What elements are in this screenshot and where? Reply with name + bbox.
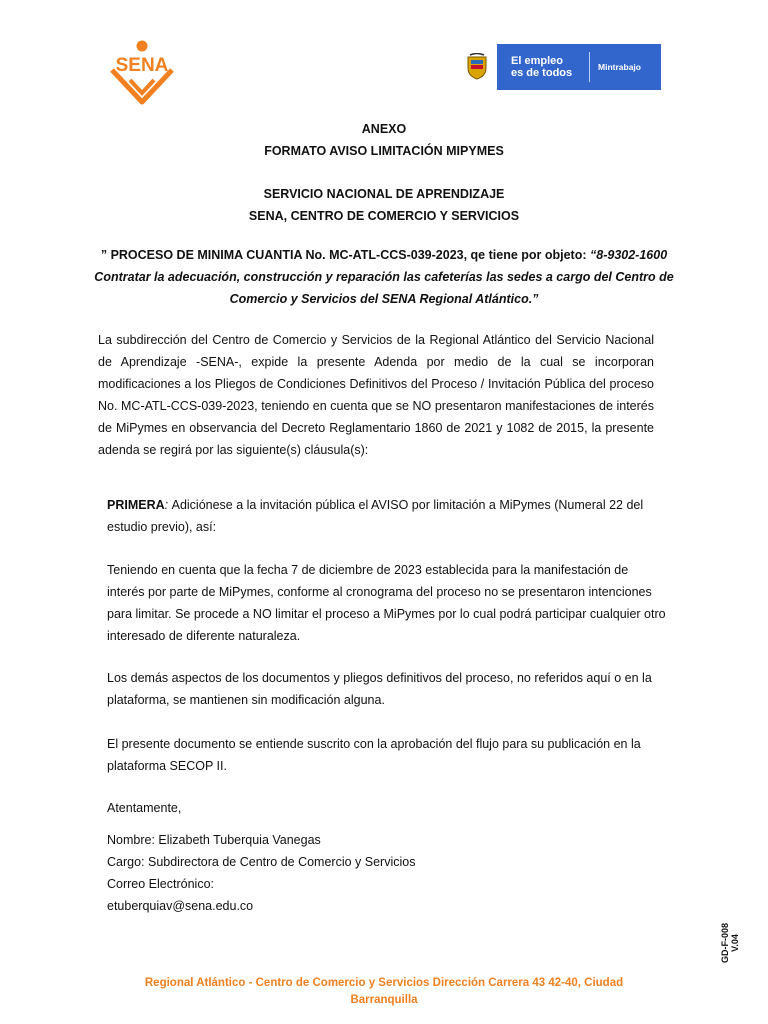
document-code: GD-F-008 V.04 <box>720 923 740 964</box>
gov-divider <box>589 52 590 82</box>
title-format: FORMATO AVISO LIMITACIÓN MIPYMES <box>264 144 504 158</box>
limitation-paragraph: Teniendo en cuenta que la fecha 7 de diciembre de 2023 establecida para la manifestación de interés por parte de MiPymes, conforme al cronograma del proceso no se presentaron intenciones para limitar. Se procede a NO limitar el proceso a MiPymes por lo cual podrá participar cualquier otro interesado de diferente naturaleza. <box>107 563 666 643</box>
signer-email: etuberquiav@sena.edu.co <box>107 899 254 913</box>
process-object: “8-9302-1600 Contratar la adecuación, construcción y reparación las cafeterías las sedes a cargo del Centro de Comercio y Servicios del SENA Regional Atlántico.” <box>94 248 674 306</box>
coat-of-arms-icon <box>457 44 497 90</box>
gov-slogan-line2: es de todos <box>511 67 573 79</box>
signer-role: Cargo: Subdirectora de Centro de Comercio y Servicios <box>107 855 416 869</box>
sena-logo <box>104 40 180 106</box>
gov-logo <box>457 44 661 90</box>
approval-paragraph: El presente documento se entiende suscrito con la aprobación del flujo para su publicación en la plataforma SECOP II. <box>107 737 641 773</box>
process-intro: ” PROCESO DE MINIMA CUANTIA No. MC-ATL-CCS-039-2023, qe tiene por objeto: <box>100 248 590 262</box>
other-aspects-paragraph: Los demás aspectos de los documentos y pliegos definitivos del proceso, no referidos aquí o en la plataforma, se mantienen sin modificación alguna. <box>107 671 652 707</box>
ministry-label: Mintrabajo <box>598 62 641 72</box>
sena-logo-text: SENA <box>115 55 169 76</box>
gov-slogan-line1: El empleo <box>511 55 563 67</box>
sena-logo-icon <box>104 40 180 106</box>
email-label: Correo Electrónico: <box>107 877 214 891</box>
clause-separator: : <box>164 498 172 512</box>
document-title <box>90 118 678 162</box>
process-description <box>92 244 676 310</box>
title-annex: ANEXO <box>361 122 407 136</box>
entity-center: SENA, CENTRO DE COMERCIO Y SERVICIOS <box>248 209 520 223</box>
clause-label: PRIMERA <box>107 498 165 512</box>
clause-paragraph <box>107 494 667 538</box>
clause-text: Adiciónese a la invitación pública el AVISO por limitación a MiPymes (Numeral 22 del estudio previo), así: <box>107 498 644 534</box>
entity-name: SERVICIO NACIONAL DE APRENDIZAJE <box>263 187 505 201</box>
intro-paragraph: La subdirección del Centro de Comercio y Servicios de la Regional Atlántico del Servicio Nacional de Aprendizaje -SENA-, expide la presente Adenda por medio de la cual se incorporan modificaciones a los Pliegos de Condiciones Definitivos del Proceso / Invitación Pública del proceso No. MC-ATL-CCS-039-2023, teniendo en cuenta que se NO presentaron manifestaciones de interés de MiPymes en observancia del Decreto Reglamentario 1860 de 2021 y 1082 de 2015, la presente adenda se regirá por las siguiente(s) cláusula(s): <box>98 333 654 457</box>
footer-address: Regional Atlántico - Centro de Comercio y Servicios Dirección Carrera 43 42-40, Ciudad Barranquilla <box>144 977 624 1006</box>
entity-title <box>90 183 678 227</box>
signer-name: Nombre: Elizabeth Tuberquia Vanegas <box>107 833 321 847</box>
closing: Atentamente, <box>107 801 182 815</box>
gov-slogan <box>497 55 583 79</box>
